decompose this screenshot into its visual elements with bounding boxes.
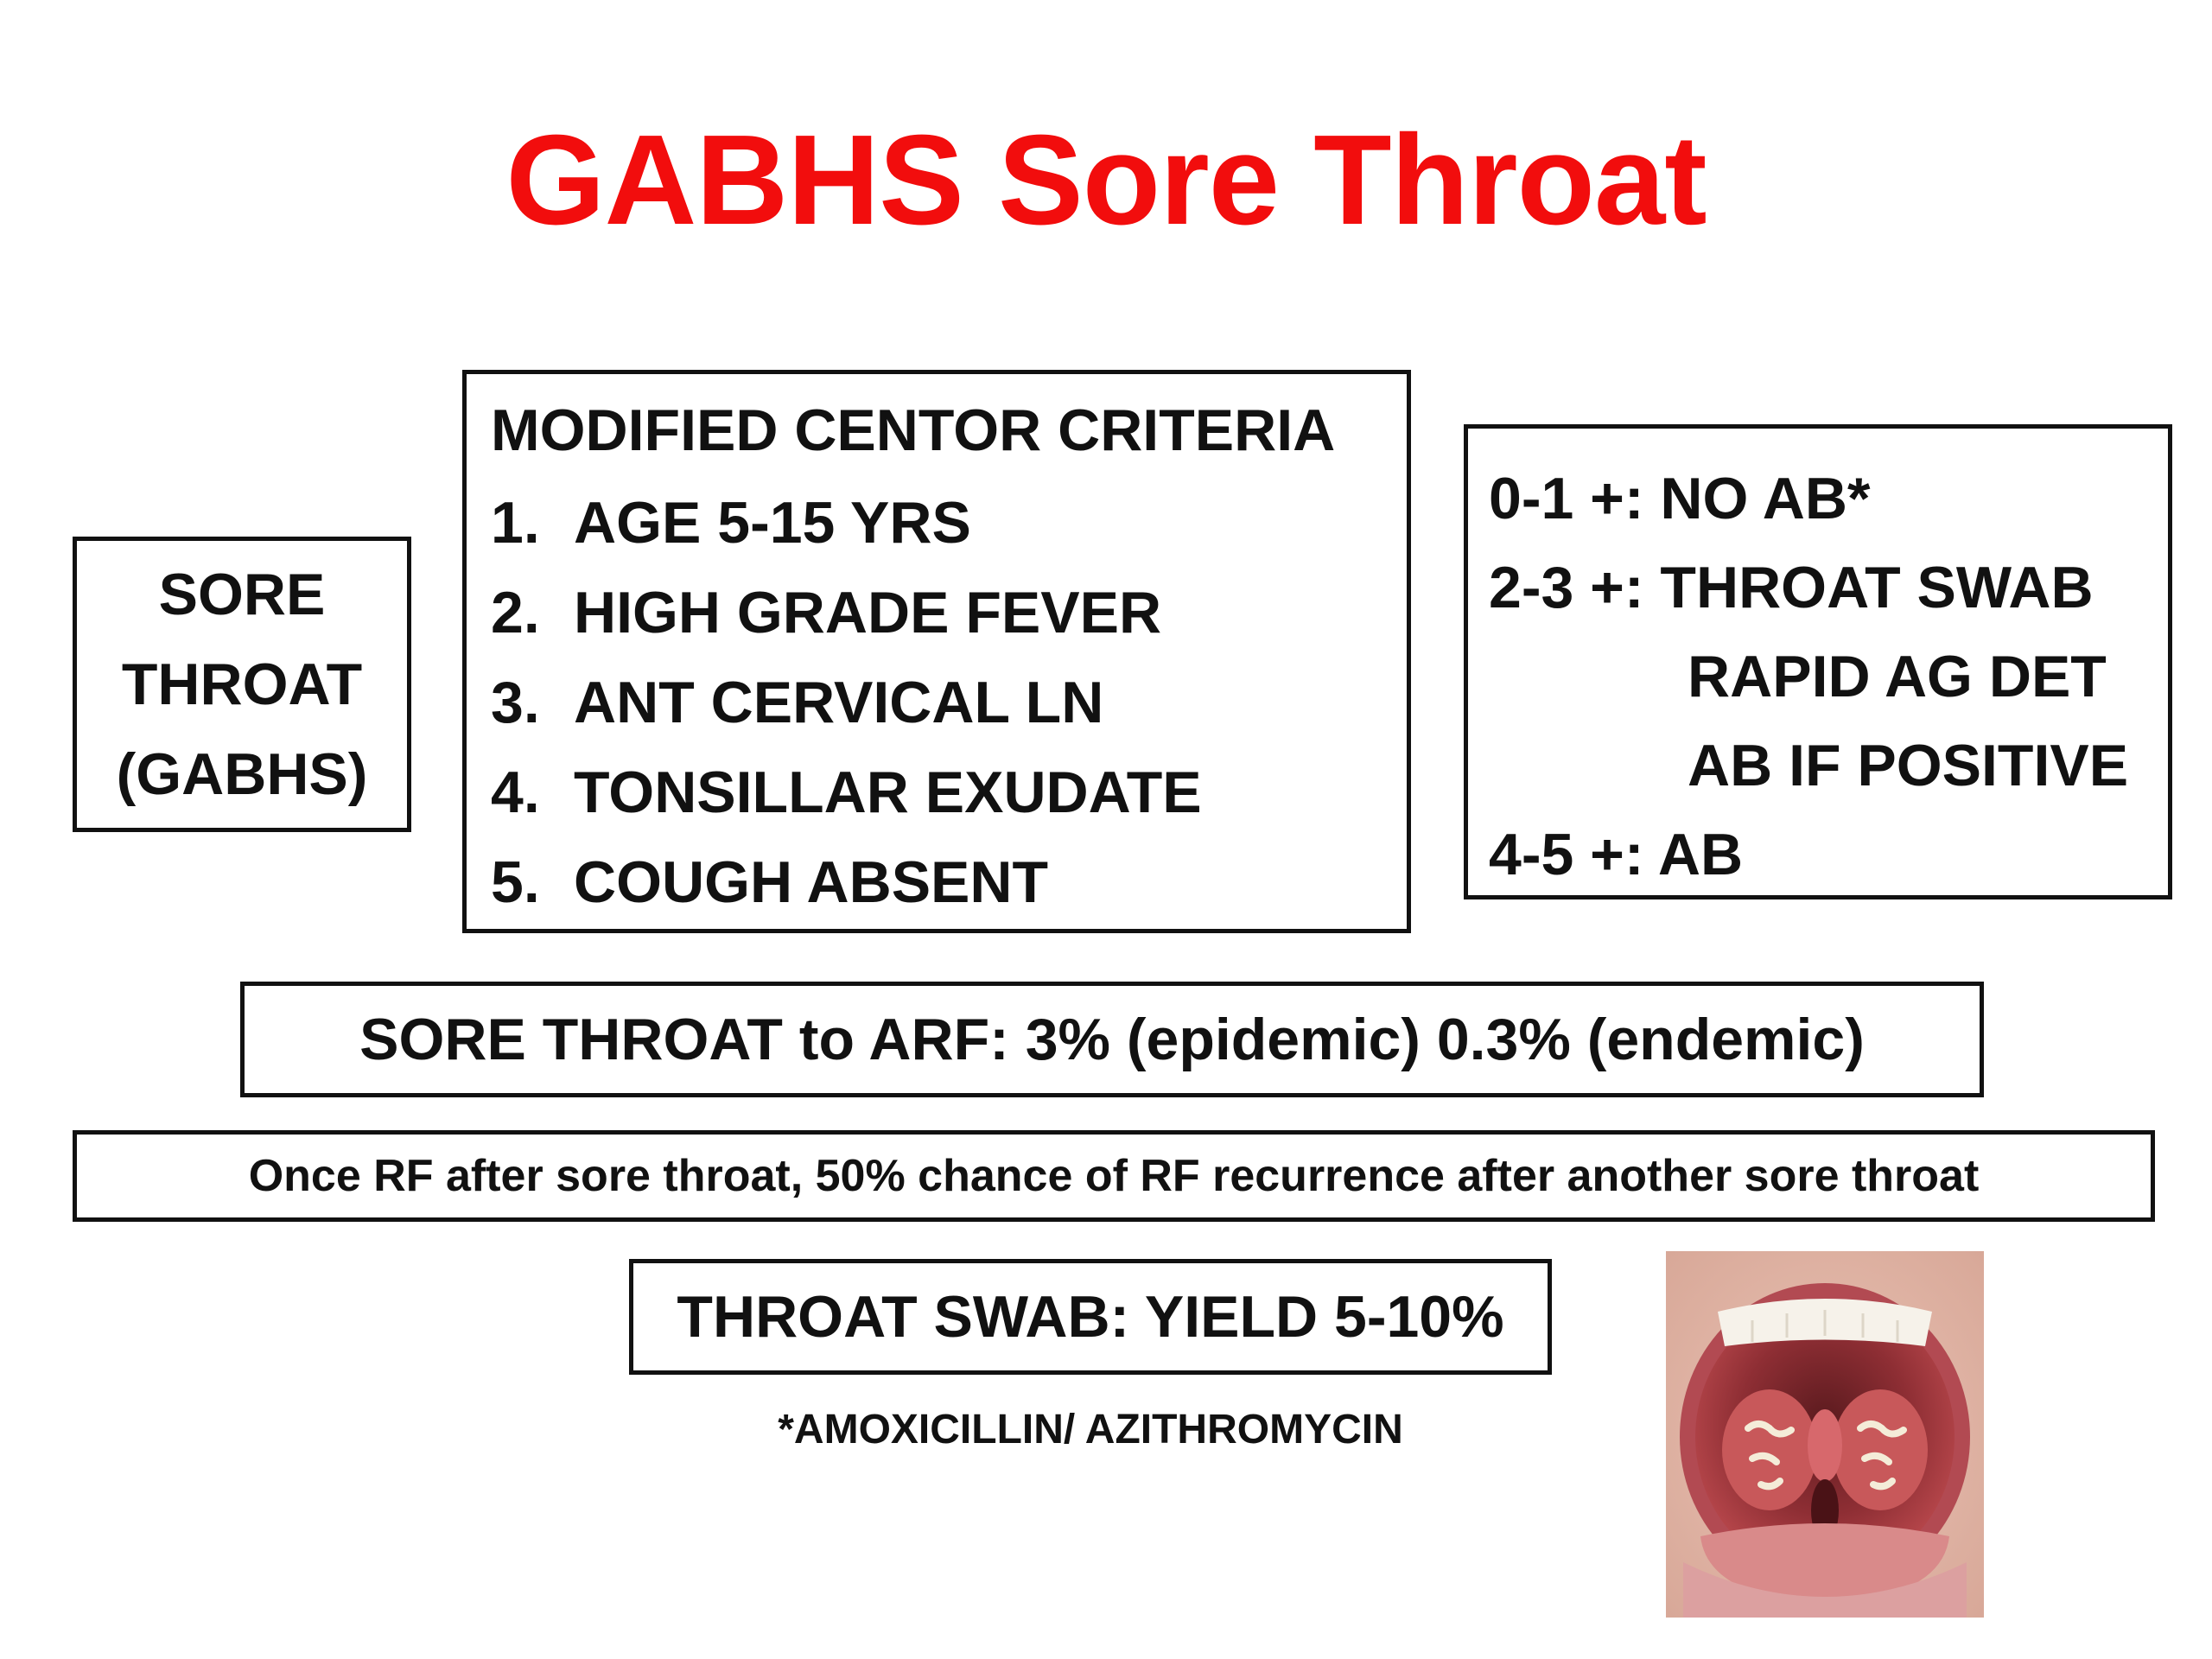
centor-item	[491, 658, 1407, 747]
score-line: RAPID AG DET	[1688, 644, 2107, 709]
score-line: AB IF POSITIVE	[1688, 733, 2129, 798]
centor-item	[491, 747, 1407, 837]
centor-item	[491, 837, 1407, 927]
centor-item-text: HIGH GRADE FEVER	[574, 580, 1162, 645]
score-line: 4-5 +: AB	[1489, 822, 1744, 887]
centor-item-number: 5.	[491, 849, 540, 915]
throat-photo	[1666, 1251, 1984, 1618]
score-line: 2-3 +: THROAT SWAB	[1489, 555, 2094, 620]
sore-throat-line: (GABHS)	[116, 741, 368, 807]
score-line: 0-1 +: NO AB*	[1489, 466, 1871, 531]
sore-throat-line: THROAT	[121, 652, 363, 717]
centor-item-number: 2.	[491, 580, 540, 645]
sore-throat-line: SORE	[158, 562, 326, 627]
centor-item-number: 3.	[491, 670, 540, 735]
centor-item-text: AGE 5-15 YRS	[574, 490, 971, 556]
throat-swab-yield-text: THROAT SWAB: YIELD 5-10%	[677, 1284, 1504, 1350]
arf-risk-text: SORE THROAT to ARF: 3% (epidemic) 0.3% (endemic)	[359, 1007, 1865, 1072]
throat-swab-yield-box	[629, 1259, 1552, 1375]
centor-item-number: 1.	[491, 490, 540, 556]
centor-criteria-box	[462, 370, 1411, 933]
centor-item-number: 4.	[491, 760, 540, 825]
centor-item	[491, 478, 1407, 568]
sore-throat-box	[73, 537, 411, 832]
centor-heading: MODIFIED CENTOR CRITERIA	[491, 397, 1336, 463]
slide-title: GABHS Sore Throat	[505, 109, 1707, 251]
centor-item-text: TONSILLAR EXUDATE	[574, 760, 1202, 825]
recurrence-box	[73, 1130, 2155, 1222]
centor-item-text: COUGH ABSENT	[574, 849, 1049, 915]
antibiotic-footnote: *AMOXICILLIN/ AZITHROMYCIN	[778, 1407, 1403, 1452]
score-management-box	[1464, 424, 2172, 899]
arf-risk-box	[240, 982, 1984, 1097]
centor-item	[491, 568, 1407, 658]
centor-item-text: ANT CERVICAL LN	[574, 670, 1104, 735]
recurrence-text: Once RF after sore throat, 50% chance of RF recurrence after another sore throat	[248, 1151, 1980, 1201]
